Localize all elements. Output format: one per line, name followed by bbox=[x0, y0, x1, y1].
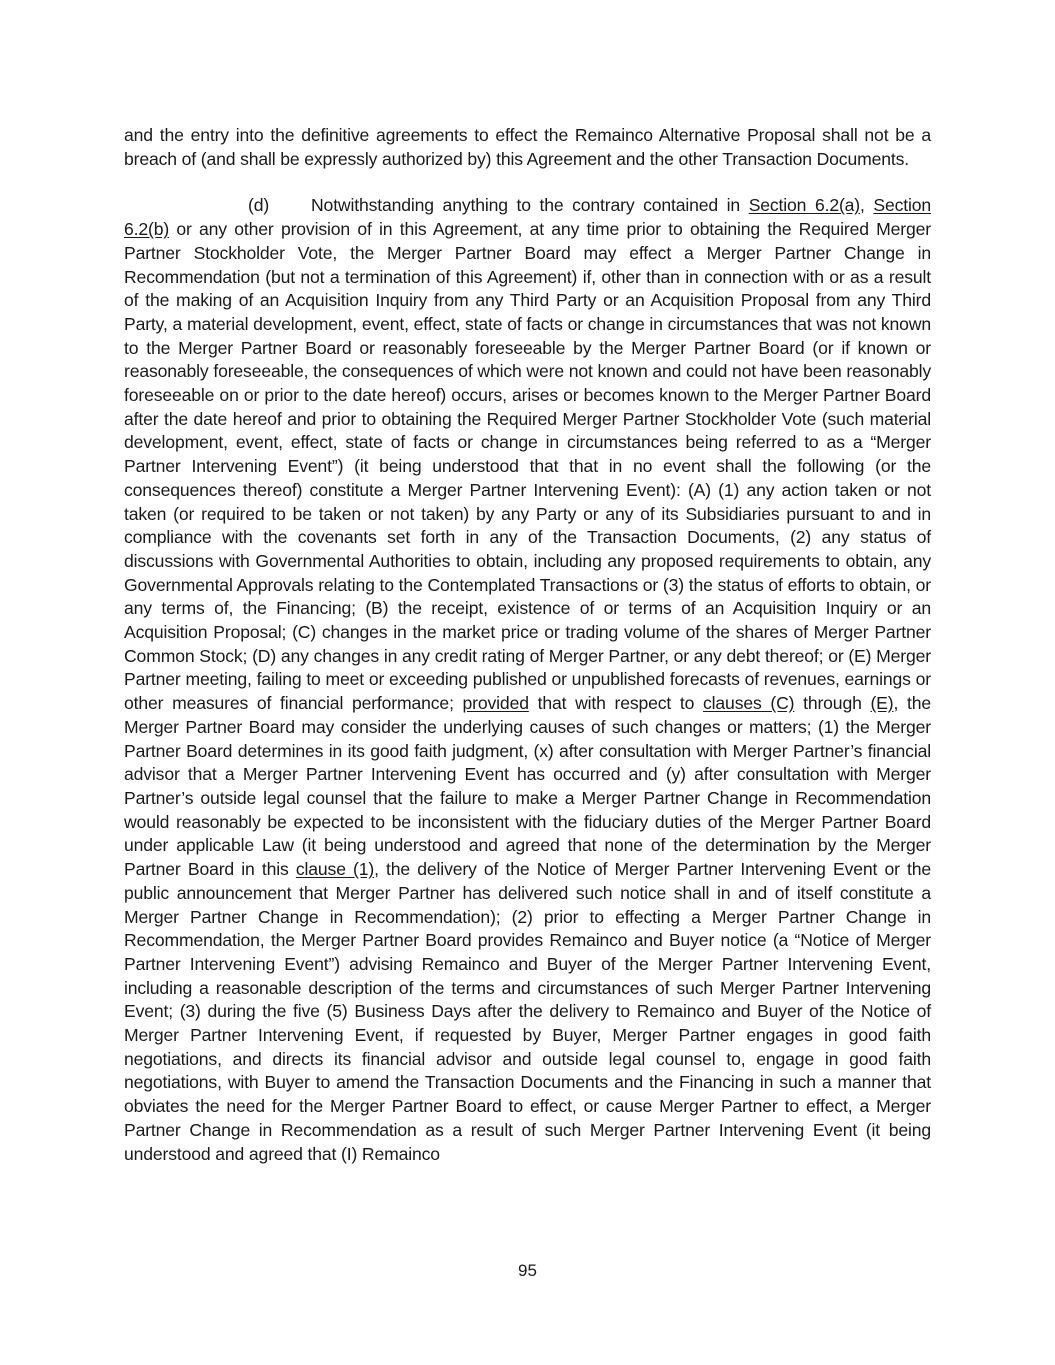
text-run: , the Merger Partner Board may consider the underlying causes of such changes or matters; (1) the Merger Partner Board determines in its good faith judgment, (x) after consultation with Merger Partner’s financial advisor that a Merger Partner Intervening Event has occurred and (y) after consultation with Merger Partner’s outside legal counsel that the failure to make a Merger Partner Change in Recommendation would reasonably be expected to be inconsistent with the fiduciary duties of the Merger Partner Board under applicable Law (it being understood and agreed that none of the determination by the Merger Partner Board in this bbox=[124, 693, 931, 880]
text-run: Notwithstanding anything to the contrary contained in bbox=[311, 195, 749, 216]
page-number: 95 bbox=[518, 1261, 537, 1280]
paragraph-continuation: and the entry into the definitive agreements to effect the Remainco Alternative Proposal shall not be a breach of (and shall be expressly authorized by) this Agreement and the other Transaction Documents. bbox=[124, 125, 931, 169]
clauses-c-reference: clauses (C) bbox=[703, 693, 795, 714]
provided-term: provided bbox=[462, 693, 529, 714]
clause-marker: (d) bbox=[248, 195, 270, 216]
paragraph-section-d bbox=[124, 194, 931, 1166]
clause-e-reference: (E) bbox=[870, 693, 894, 714]
section-6-2a-reference: Section 6.2(a) bbox=[748, 195, 861, 216]
text-run: that with respect to bbox=[528, 693, 704, 714]
document-page bbox=[124, 124, 931, 1166]
text-run: through bbox=[794, 693, 871, 714]
text-run: , the delivery of the Notice of Merger Partner Intervening Event or the public announcement that Merger Partner has delivered such notice shall in and of itself constitute a Merger Partner Change in Recommendation); (2) prior to effecting a Merger Partner Change in Recommendation, the Merger Partner Board provides Remainco and Buyer notice (a “Notice of Merger Partner Intervening Event”) advising Remainco and Buyer of the Merger Partner Intervening Event, including a reasonable description of the terms and circumstances of such Merger Partner Intervening Event; (3) during the five (5) Business Days after the delivery to Remainco and Buyer of the Notice of Merger Partner Intervening Event, if requested by Buyer, Merger Partner engages in good faith negotiations, and directs its financial advisor and outside legal counsel to, engage in good faith negotiations, with Buyer to amend the Transaction Documents and the Financing in such a manner that obviates the need for the Merger Partner Board to effect, or cause Merger Partner to effect, a Merger Partner Change in Recommendation as a result of such Merger Partner Intervening Event (it being understood and agreed that (I) Remainco bbox=[124, 859, 932, 1164]
text-run: or any other provision of in this Agreement, at any time prior to obtaining the Required Merger Partner Stockholder Vote, the Merger Partner Board may effect a Merger Partner Change in Recommendation (but not a termination of this Agreement) if, other than in connection with or as a result of the making of an Acquisition Inquiry from any Third Party or an Acquisition Proposal from any Third Party, a material development, event, effect, state of facts or change in circumstances that was not known to the Merger Partner Board or reasonably foreseeable by the Merger Partner Board (or if known or reasonably foreseeable, the consequences of which were not known and could not have been reasonably foreseeable on or prior to the date hereof) occurs, arises or becomes known to the Merger Partner Board after the date hereof and prior to obtaining the Required Merger Partner Stockholder Vote (such material development, event, effect, state of facts or change in circumstances being referred to as a “Merger Partner Intervening Event”) (it being understood that that in no event shall the following (or the consequences thereof) constitute a Merger Partner Intervening Event): (A) (1) any action taken or not taken (or required to be taken or not taken) by any Party or any of its Subsidiaries pursuant to and in compliance with the covenants set forth in any of the Transaction Documents, (2) any status of discussions with Governmental Authorities to obtain, including any proposed requirements to obtain, any Governmental Approvals relating to the Contemplated Transactions or (3) the status of efforts to obtain, or any terms of, the Financing; (B) the receipt, existence of or terms of an Acquisition Inquiry or an Acquisition Proposal; (C) changes in the market price or trading volume of the shares of Merger Partner Common Stock; (D) any changes in any credit rating of Merger Partner, or any debt thereof; or (E) Merger Partner meeting, failing to meet or exceeding published or unpublished forecasts of revenues, earnings or other measures of financial performance; bbox=[124, 219, 931, 714]
clause-1-reference: clause (1) bbox=[295, 859, 375, 880]
text-run: , bbox=[860, 195, 874, 216]
section-6-2b-reference: Section 6.2(b) bbox=[124, 195, 932, 240]
